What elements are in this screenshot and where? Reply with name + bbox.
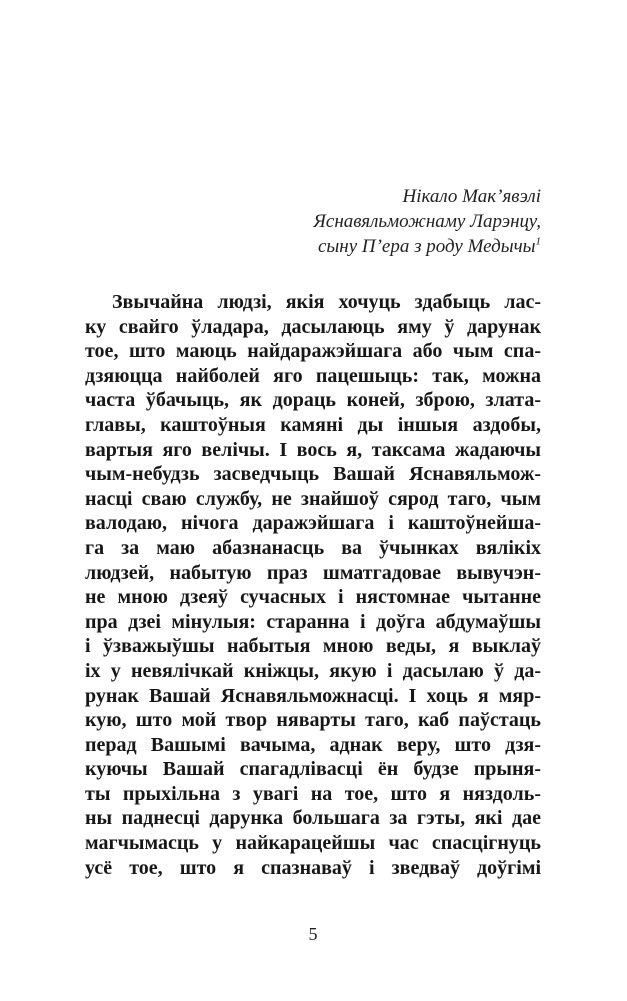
body-line: куючы Вашай спагадлівасці ён будзе прыня- xyxy=(85,758,541,781)
body-line: часта ўбачыць, як дораць коней, зброю, злата- xyxy=(85,389,541,412)
body-line: чым-небудзь засведчыць Вашай Яснавяльмож- xyxy=(85,463,541,486)
body-line: людзей, набытую праз шматгадовае вывучэн- xyxy=(85,561,541,584)
body-line: і ўзважыўшы набытыя мною веды, я выклаў xyxy=(85,635,541,658)
dedication-line-addressee: Яснавяльможнаму Ларэнцу, xyxy=(313,211,541,232)
body-line: рунак Вашай Яснавяльможнасці. І хоць я мяр- xyxy=(85,684,541,707)
body-line: пра дзеі мінулыя: старанна і доўга абдумаўшы xyxy=(85,610,541,633)
body-line: іх у невялічкай кніжцы, якую і дасылаю ў да- xyxy=(85,659,541,682)
dedication-line-author: Нікало Мак’явэлі xyxy=(402,186,541,207)
body-line: ку свайго ўладара, дасылаюць яму ў дарунак xyxy=(85,315,541,338)
body-line: вартыя яго велічы. І вось я, таксама жадаючы xyxy=(85,438,541,461)
text-column xyxy=(85,0,541,1001)
body-line: Звычайна людзі, якія хочуць здабыць лас- xyxy=(112,291,541,313)
body-line: га за маю абазнанасць ва ўчынках вялікіх xyxy=(85,536,541,559)
body-line: главы, каштоўныя камяні ды іншыя аздобы, xyxy=(85,413,541,436)
body-line: ты прыхільна з увагі на тое, што я няздоль- xyxy=(85,782,541,805)
body-line: не мною дзеяў сучасных і нястомнае чытанне xyxy=(85,586,541,609)
body-line: перад Вашымі вачыма, аднак веру, што дзя- xyxy=(85,733,541,756)
body-text xyxy=(85,290,541,880)
dedication-block xyxy=(85,184,541,259)
body-line: ны паднесці дарунка большага за гэты, які дае xyxy=(85,807,541,830)
body-line: кую, што мой твор няварты таго, каб паўстаць xyxy=(85,709,541,732)
page-number: 5 xyxy=(308,924,318,944)
dedication-line-lineage xyxy=(85,234,541,259)
body-line: валодаю, нічога даражэйшага і каштоўнейша- xyxy=(85,512,541,535)
footnote-marker: 1 xyxy=(535,235,541,248)
body-line: тое, што маюць найдаражэйшага або чым спа- xyxy=(85,340,541,363)
body-line: насці сваю службу, не знайшоў сярод таго, чым xyxy=(85,487,541,510)
body-line: дзяюцца найболей яго пацешыць: так, можна xyxy=(85,364,541,387)
dedication-line-lineage-text: сыну П’ера з роду Медычы xyxy=(317,236,536,257)
body-line: усё тое, што я спазнаваў і зведваў доўгімі xyxy=(85,856,541,879)
body-line: магчымасць у найкарацейшы час спасцігнуць xyxy=(85,832,541,855)
